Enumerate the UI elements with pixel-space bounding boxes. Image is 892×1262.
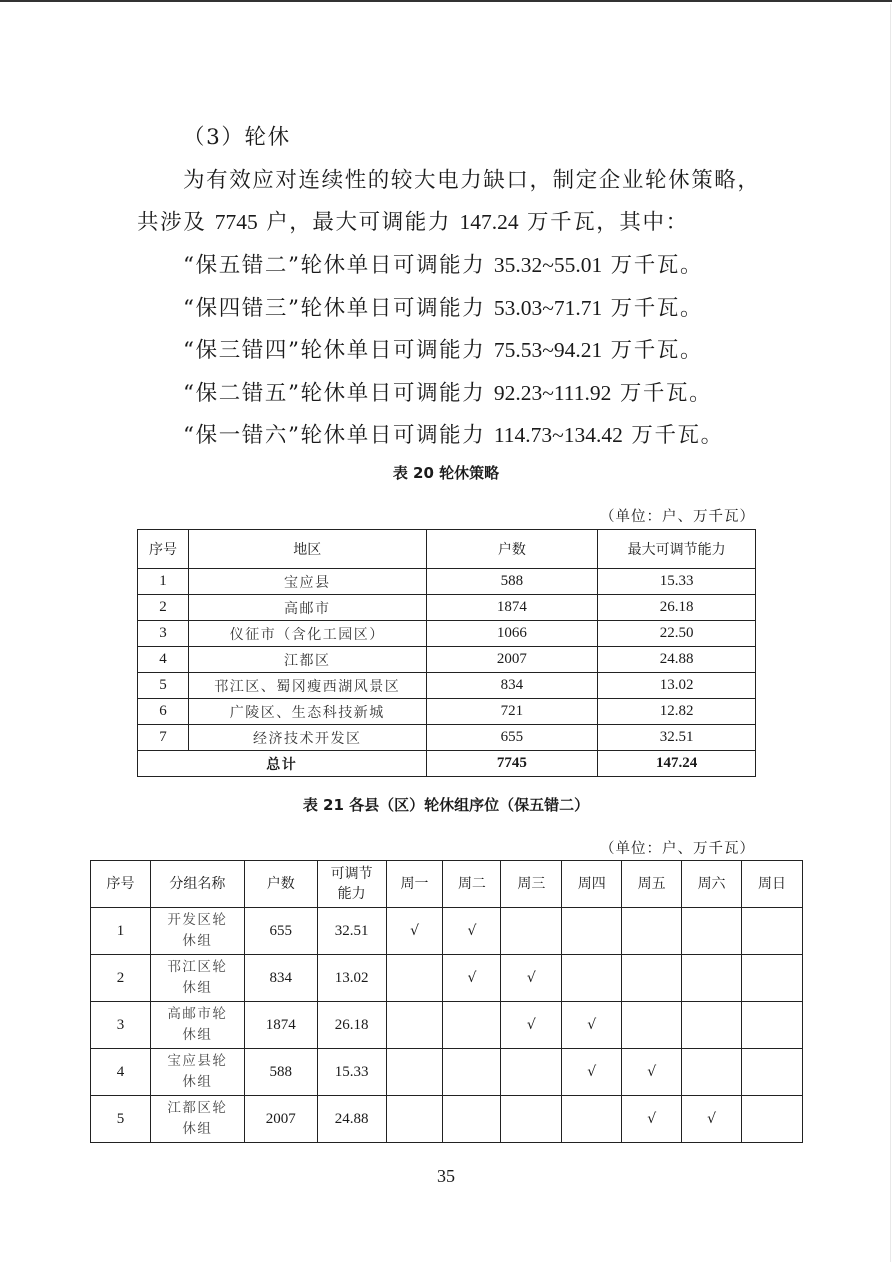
day-cell bbox=[501, 1049, 562, 1096]
row-capacity: 24.88 bbox=[317, 1096, 386, 1143]
header-group-name: 分组名称 bbox=[150, 861, 244, 908]
table20 bbox=[137, 529, 756, 777]
table20-row bbox=[138, 673, 756, 699]
intro-text: 户，最大可调能力 bbox=[266, 210, 451, 235]
day-cell bbox=[682, 908, 742, 955]
total-label: 总计 bbox=[138, 751, 427, 777]
strategy-range: 53.03~71.71 bbox=[493, 295, 603, 320]
group-name-line2: 休组 bbox=[182, 1121, 213, 1137]
top-border-rule bbox=[0, 0, 892, 2]
row-no: 1 bbox=[91, 908, 151, 955]
day-cell bbox=[386, 1096, 443, 1143]
row-no: 3 bbox=[138, 621, 189, 647]
header-day: 周一 bbox=[386, 861, 443, 908]
header-day: 周四 bbox=[562, 861, 622, 908]
strategy-line bbox=[183, 248, 703, 279]
strategy-unit: 万千瓦。 bbox=[610, 295, 704, 321]
table20-row bbox=[138, 595, 756, 621]
intro-text: 共涉及 bbox=[137, 210, 207, 235]
row-households: 2007 bbox=[426, 647, 598, 673]
group-name-line1: 江都区轮 bbox=[167, 1100, 228, 1116]
intro-households: 7745 bbox=[214, 210, 258, 234]
day-cell bbox=[386, 1002, 443, 1049]
strategy-unit: 万千瓦。 bbox=[610, 253, 704, 278]
row-region: 江都区 bbox=[188, 647, 426, 673]
row-capacity: 32.51 bbox=[598, 725, 756, 751]
day-cell bbox=[501, 1096, 562, 1143]
header-day: 周五 bbox=[622, 861, 682, 908]
table20-row bbox=[138, 725, 756, 751]
row-households: 834 bbox=[426, 673, 598, 699]
row-households: 834 bbox=[244, 955, 317, 1002]
row-no: 1 bbox=[138, 569, 189, 595]
header-households: 户数 bbox=[426, 530, 598, 569]
row-no: 7 bbox=[138, 725, 189, 751]
check-mark-icon: √ bbox=[647, 1063, 657, 1080]
header-no: 序号 bbox=[91, 861, 151, 908]
strategy-line bbox=[183, 291, 703, 322]
row-capacity: 15.33 bbox=[598, 569, 756, 595]
row-capacity: 22.50 bbox=[598, 621, 756, 647]
table20-row bbox=[138, 699, 756, 725]
table21-header-row bbox=[91, 861, 803, 908]
table21 bbox=[90, 860, 803, 1143]
row-no: 3 bbox=[91, 1002, 151, 1049]
group-name-line2: 休组 bbox=[182, 1074, 213, 1090]
header-day: 周二 bbox=[443, 861, 501, 908]
group-name-line1: 高邮市轮 bbox=[167, 1006, 228, 1022]
row-group-name bbox=[150, 955, 244, 1002]
strategy-name: “保二错五”轮休单日可调能力 bbox=[183, 380, 486, 406]
intro-line-1: 为有效应对连续性的较大电力缺口，制定企业轮休策略， bbox=[183, 168, 761, 193]
table21-unit: （单位：户、万千瓦） bbox=[600, 841, 755, 857]
total-households: 7745 bbox=[426, 751, 598, 777]
row-no: 5 bbox=[91, 1096, 151, 1143]
check-mark-icon: √ bbox=[647, 1110, 657, 1127]
day-cell bbox=[562, 1096, 622, 1143]
table21-row bbox=[91, 1049, 803, 1096]
table20-row bbox=[138, 621, 756, 647]
strategy-line bbox=[183, 418, 724, 449]
day-cell bbox=[622, 955, 682, 1002]
row-households: 1066 bbox=[426, 621, 598, 647]
row-households: 721 bbox=[426, 699, 598, 725]
row-group-name bbox=[150, 1049, 244, 1096]
row-households: 1874 bbox=[426, 595, 598, 621]
row-capacity: 13.02 bbox=[317, 955, 386, 1002]
header-no: 序号 bbox=[138, 530, 189, 569]
day-cell bbox=[443, 1049, 501, 1096]
header-capacity-line2: 能力 bbox=[337, 886, 366, 902]
day-cell bbox=[742, 1049, 803, 1096]
table20-row bbox=[138, 647, 756, 673]
row-households: 1874 bbox=[244, 1002, 317, 1049]
strategy-range: 114.73~134.42 bbox=[493, 423, 623, 447]
row-capacity: 26.18 bbox=[598, 595, 756, 621]
check-mark-icon: √ bbox=[467, 922, 477, 939]
table21-caption: 表 21 各县（区）轮休组序位（保五错二） bbox=[302, 796, 590, 814]
row-region: 高邮市 bbox=[188, 595, 426, 621]
strategy-unit: 万千瓦。 bbox=[619, 380, 713, 406]
day-cell bbox=[622, 1049, 682, 1096]
row-no: 4 bbox=[91, 1049, 151, 1096]
day-cell bbox=[501, 908, 562, 955]
day-cell bbox=[562, 1049, 622, 1096]
row-region: 经济技术开发区 bbox=[188, 725, 426, 751]
table20-unit: （单位：户、万千瓦） bbox=[600, 509, 755, 525]
strategy-name: “保三错四”轮休单日可调能力 bbox=[183, 338, 486, 363]
day-cell bbox=[622, 1096, 682, 1143]
row-group-name bbox=[150, 908, 244, 955]
page-number: 35 bbox=[437, 1166, 455, 1186]
row-households: 588 bbox=[426, 569, 598, 595]
table20-header-row bbox=[138, 530, 756, 569]
day-cell bbox=[386, 1049, 443, 1096]
day-cell bbox=[742, 1096, 803, 1143]
right-border-rule bbox=[890, 4, 891, 1262]
day-cell bbox=[562, 1002, 622, 1049]
check-mark-icon: √ bbox=[587, 1063, 597, 1080]
row-capacity: 32.51 bbox=[317, 908, 386, 955]
row-no: 2 bbox=[91, 955, 151, 1002]
header-max-capacity: 最大可调节能力 bbox=[598, 530, 756, 569]
table20-caption: 表 20 轮休策略 bbox=[392, 464, 500, 482]
day-cell bbox=[682, 1002, 742, 1049]
day-cell bbox=[742, 908, 803, 955]
table20-total-row bbox=[138, 751, 756, 777]
table20-row bbox=[138, 569, 756, 595]
row-no: 4 bbox=[138, 647, 189, 673]
row-group-name bbox=[150, 1002, 244, 1049]
day-cell bbox=[622, 1002, 682, 1049]
table21-row bbox=[91, 1002, 803, 1049]
row-region: 仪征市（含化工园区） bbox=[188, 621, 426, 647]
day-cell bbox=[443, 955, 501, 1002]
strategy-range: 75.53~94.21 bbox=[493, 338, 603, 362]
strategy-name: “保一错六”轮休单日可调能力 bbox=[183, 423, 486, 448]
table21-row bbox=[91, 1096, 803, 1143]
row-capacity: 13.02 bbox=[598, 673, 756, 699]
row-no: 5 bbox=[138, 673, 189, 699]
day-cell bbox=[443, 1096, 501, 1143]
strategy-range: 35.32~55.01 bbox=[493, 253, 603, 277]
table21-row bbox=[91, 955, 803, 1002]
header-day: 周六 bbox=[682, 861, 742, 908]
group-name-line1: 开发区轮 bbox=[167, 912, 228, 928]
row-households: 588 bbox=[244, 1049, 317, 1096]
intro-text: 万千瓦，其中： bbox=[527, 210, 689, 235]
day-cell bbox=[622, 908, 682, 955]
header-households: 户数 bbox=[244, 861, 317, 908]
day-cell bbox=[682, 1096, 742, 1143]
check-mark-icon: √ bbox=[587, 1016, 597, 1033]
strategy-name: “保五错二”轮休单日可调能力 bbox=[183, 253, 486, 278]
header-capacity-line1: 可调节 bbox=[330, 866, 373, 882]
day-cell bbox=[742, 955, 803, 1002]
strategy-unit: 万千瓦。 bbox=[631, 423, 724, 448]
row-households: 2007 bbox=[244, 1096, 317, 1143]
check-mark-icon: √ bbox=[707, 1110, 717, 1127]
day-cell bbox=[443, 1002, 501, 1049]
header-day: 周日 bbox=[742, 861, 803, 908]
row-no: 6 bbox=[138, 699, 189, 725]
total-capacity: 147.24 bbox=[598, 751, 756, 777]
group-name-line2: 休组 bbox=[182, 980, 213, 996]
day-cell bbox=[386, 908, 443, 955]
header-day: 周三 bbox=[501, 861, 562, 908]
strategy-range: 92.23~111.92 bbox=[493, 380, 612, 405]
group-name-line2: 休组 bbox=[182, 1027, 213, 1043]
row-capacity: 15.33 bbox=[317, 1049, 386, 1096]
row-group-name bbox=[150, 1096, 244, 1143]
row-households: 655 bbox=[426, 725, 598, 751]
section-heading: （3）轮休 bbox=[183, 125, 291, 150]
group-name-line2: 休组 bbox=[182, 933, 213, 949]
strategy-line bbox=[183, 333, 703, 364]
day-cell bbox=[562, 908, 622, 955]
row-region: 宝应县 bbox=[188, 569, 426, 595]
row-no: 2 bbox=[138, 595, 189, 621]
header-capacity bbox=[317, 861, 386, 908]
group-name-line1: 邗江区轮 bbox=[167, 959, 228, 975]
group-name-line1: 宝应县轮 bbox=[167, 1053, 228, 1069]
day-cell bbox=[501, 1002, 562, 1049]
row-region: 广陵区、生态科技新城 bbox=[188, 699, 426, 725]
day-cell bbox=[386, 955, 443, 1002]
intro-capacity: 147.24 bbox=[459, 210, 519, 234]
row-capacity: 24.88 bbox=[598, 647, 756, 673]
row-region: 邗江区、蜀冈瘦西湖风景区 bbox=[188, 673, 426, 699]
check-mark-icon: √ bbox=[526, 969, 536, 986]
day-cell bbox=[682, 1049, 742, 1096]
day-cell bbox=[562, 955, 622, 1002]
table21-row bbox=[91, 908, 803, 955]
strategy-name: “保四错三”轮休单日可调能力 bbox=[183, 295, 486, 321]
strategy-unit: 万千瓦。 bbox=[610, 338, 704, 363]
row-capacity: 26.18 bbox=[317, 1002, 386, 1049]
check-mark-icon: √ bbox=[410, 922, 419, 939]
row-capacity: 12.82 bbox=[598, 699, 756, 725]
intro-line-2 bbox=[137, 205, 689, 236]
day-cell bbox=[443, 908, 501, 955]
row-households: 655 bbox=[244, 908, 317, 955]
strategy-line bbox=[183, 376, 712, 407]
day-cell bbox=[742, 1002, 803, 1049]
check-mark-icon: √ bbox=[467, 969, 477, 986]
day-cell bbox=[682, 955, 742, 1002]
check-mark-icon: √ bbox=[526, 1016, 536, 1033]
day-cell bbox=[501, 955, 562, 1002]
header-region: 地区 bbox=[188, 530, 426, 569]
